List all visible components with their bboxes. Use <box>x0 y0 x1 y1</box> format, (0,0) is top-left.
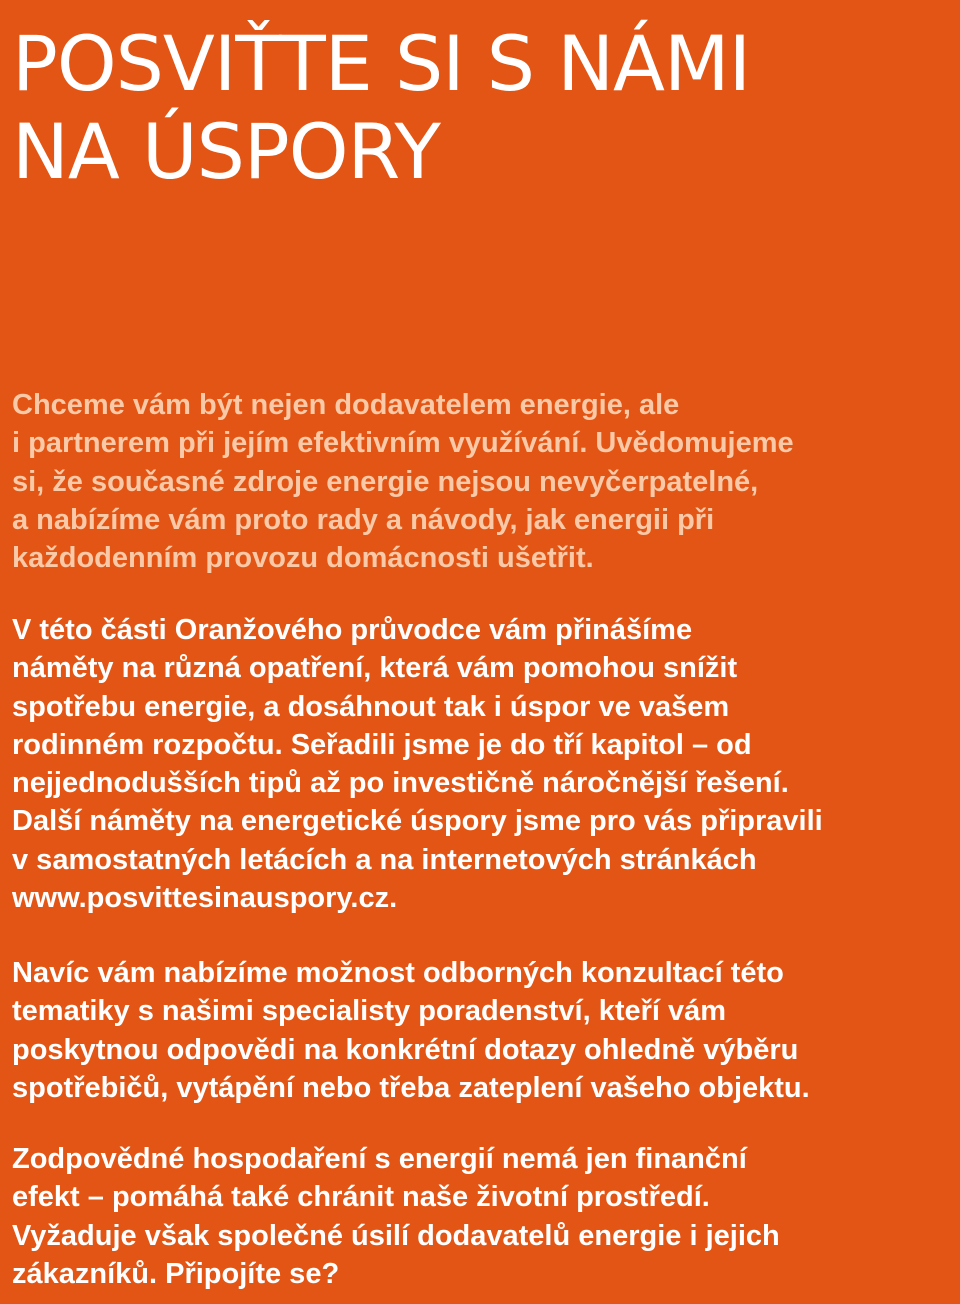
text-line: Zodpovědné hospodaření s energií nemá jen finanční <box>12 1143 747 1175</box>
text-line: rodinném rozpočtu. Seřadili jsme je do tří kapitol – od <box>12 728 752 761</box>
text-line: Další náměty na energetické úspory jsme pro vás připravili <box>12 805 823 838</box>
text-line: v samostatných letácích a na internetových stránkách <box>12 843 757 876</box>
intro-paragraph <box>12 386 956 577</box>
text-line: zákazníků. Připojíte se? <box>12 1257 340 1290</box>
closing-paragraph <box>12 1140 956 1293</box>
text-line: si, že současné zdroje energie nejsou nevyčerpatelné, <box>12 465 759 498</box>
text-line: poskytnou odpovědi na konkrétní dotazy ohledně výběru <box>12 1033 799 1066</box>
headline-line-1: POSVIŤTE SI S NÁMI <box>12 19 751 108</box>
text-line: V této části Oranžového průvodce vám přinášíme <box>12 614 693 646</box>
text-line: efekt – pomáhá také chránit naše životní prostředí. <box>12 1181 710 1214</box>
text-line: nejjednodušších tipů až po investičně náročnější řešení. <box>12 767 789 800</box>
consultation-paragraph <box>12 954 956 1107</box>
text-line: spotřebu energie, a dosáhnout tak i úspor ve vašem <box>12 690 730 723</box>
text-line: tematiky s našimi specialisty poradenství, kteří vám <box>12 995 727 1028</box>
text-line: a nabízíme vám proto rady a návody, jak energii při <box>12 503 715 536</box>
website-link-text: www.posvittesinauspory.cz. <box>12 882 398 915</box>
text-line: Chceme vám být nejen dodavatelem energie, ale <box>12 389 680 421</box>
headline-line-2: NA ÚSPORY <box>12 107 440 196</box>
page-headline <box>12 20 952 196</box>
text-line: náměty na různá opatření, která vám pomohou snížit <box>12 652 738 685</box>
text-line: spotřebičů, vytápění nebo třeba zateplení vašeho objektu. <box>12 1071 810 1104</box>
text-line: i partnerem při jejím efektivním využívání. Uvědomujeme <box>12 427 794 460</box>
guide-paragraph <box>12 611 956 917</box>
text-line: Vyžaduje však společné úsilí dodavatelů energie i jejich <box>12 1219 780 1252</box>
text-line: každodenním provozu domácnosti ušetřit. <box>12 542 594 575</box>
text-line: Navíc vám nabízíme možnost odborných konzultací této <box>12 957 784 989</box>
